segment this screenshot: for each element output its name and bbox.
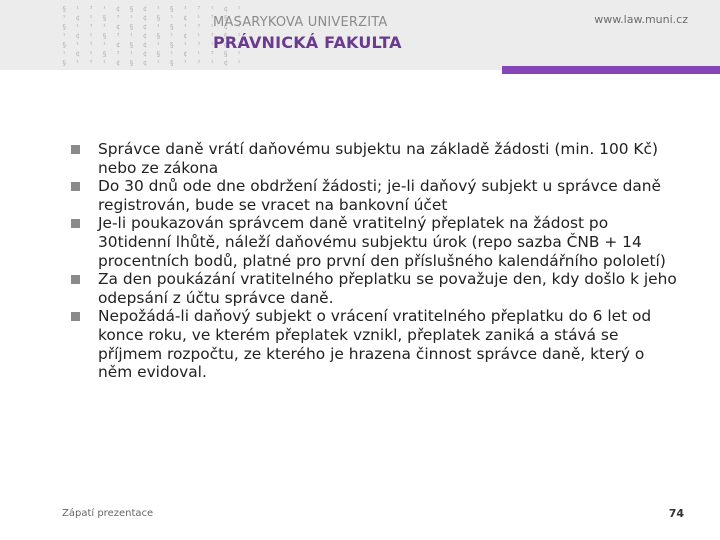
header-accent-bar: [502, 66, 720, 74]
university-logo-pattern: § ¹ ³ ¹ ¢ § ¢ ¹ § ¹ ³ ¹ ¢ ¹ ¹ ¢ ¹ § ³ ¹ ¢ § ¹ ¢ ¹ ³ § ¹ § ¹ ³ ¹ ¢ § ¢ ¹ § ¹ ³ ¹ ¢ ¹ ¹ ¢ ¹ § ³ ¹ ¢ § ¹ ¢ ¹ ³ § ¹ § ¹ ³ ¹ ¢ § ¢ ¹ § ¹ ³ ¹ ¢ ¹ ¹ ¢ ¹ § ³ ¹ ¢ § ¹ ¢ ¹ ³ § ¹ § ¹ ³ ¹ ¢ § ¢ ¹ § ¹ ³ ¹ ¢ ¹: [62, 4, 244, 67]
bullet-list: [62, 140, 682, 382]
website-url: www.law.muni.cz: [594, 13, 688, 26]
bullet-text: Do 30 dnů ode dne obdržení žádosti; je-li daňový subjekt u správce daně registrován, bude se vracet na bankovní účet: [98, 177, 661, 214]
slide-content: [62, 140, 682, 382]
square-bullet-icon: [71, 275, 80, 284]
slide-header: [0, 0, 720, 70]
bullet-item: [62, 307, 682, 381]
bullet-item: [62, 140, 682, 177]
square-bullet-icon: [71, 145, 80, 154]
footer-text: Zápatí prezentace: [62, 508, 154, 519]
square-bullet-icon: [71, 219, 80, 228]
bullet-item: [62, 214, 682, 270]
bullet-item: [62, 270, 682, 307]
square-bullet-icon: [71, 182, 80, 191]
page-number: 74: [668, 507, 684, 520]
square-bullet-icon: [71, 312, 80, 321]
bullet-text: Za den poukázání vratitelného přeplatku se považuje den, kdy došlo k jeho odepsání z účtu správce daně.: [98, 270, 677, 307]
university-name: MASARYKOVA UNIVERZITA: [213, 15, 388, 30]
bullet-text: Správce daně vrátí daňovému subjektu na základě žádosti (min. 100 Kč) nebo ze zákona: [98, 140, 658, 177]
bullet-text: Nepožádá-li daňový subjekt o vrácení vratitelného přeplatku do 6 let od konce roku, ve kterém přeplatek vznikl, přeplatek zaniká a stává se příjmem rozpočtu, ze kterého je hrazena činnost správce daně, který o něm evidoval.: [98, 307, 652, 382]
bullet-text: Je-li poukazován správcem daně vratitelný přeplatek na žádost po 30tidenní lhůtě, náleží daňovému subjektu úrok (repo sazba ČNB + 14 procentních bodů, platné pro první den příslušného kalendářního pololetí): [98, 214, 666, 270]
bullet-item: [62, 177, 682, 214]
faculty-name: PRÁVNICKÁ FAKULTA: [213, 33, 402, 52]
